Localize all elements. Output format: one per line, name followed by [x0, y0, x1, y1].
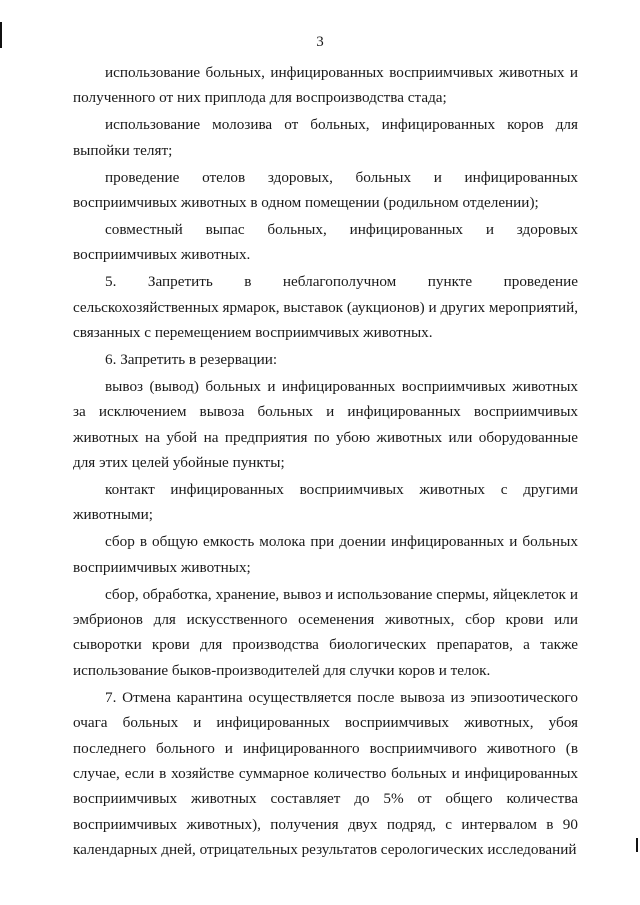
paragraph-4: совместный выпас больных, инфицированных и здоровых восприимчивых животных.: [73, 220, 578, 264]
paragraph-9: сбор в общую емкость молока при доении инфицированных и больных восприимчивых животных;: [73, 533, 578, 576]
paragraph-5: 5. Запретить в неблагополучном пункте проведение сельскохозяйственных ярмарок, выставок (аукционов) и других мероприятий, связанных с перемещением восприимчивых животных.: [73, 273, 578, 342]
paragraph-6: 6. Запретить в резервации:: [105, 350, 278, 368]
paragraph-1: использование больных, инфицированных восприимчивых животных и полученного от них приплода для воспроизводства стада;: [73, 64, 578, 107]
paragraph-2: использование молозива от больных, инфицированных коров для выпойки телят;: [73, 116, 578, 159]
document-body: [73, 60, 578, 863]
paragraph-3: проведение отелов здоровых, больных и инфицированных восприимчивых животных в одном помещении (родильном отделении);: [73, 168, 578, 212]
paragraph-10: сбор, обработка, хранение, вывоз и использование спермы, яйцеклеток и эмбрионов для искусственного осеменения животных, сбор крови или сыворотки крови для производства биологических препаратов, а также использование быков-производителей для случки коров и телок.: [73, 585, 578, 679]
paragraph-8: контакт инфицированных восприимчивых животных с другими животными;: [73, 481, 578, 524]
paragraph-11: 7. Отмена карантина осуществляется после вывоза из эпизоотического очага больных и инфицированных восприимчивых животных, убоя последнего больного и инфицированного восприимчивого животного (в случае, если в хозяйстве суммарное количество больных и инфицированных восприимчивых животных составляет до 5% от общего количества восприимчивых животных), получения двух подряд, с интервалом в 90 календарных дней, отрицательных результатов серологических исследований: [73, 688, 578, 859]
scan-edge-mark-right: [636, 838, 638, 852]
paragraph-7: вывоз (вывод) больных и инфицированных восприимчивых животных за исключением вывоза больных и инфицированных восприимчивых животных на убой на предприятия по убою животных или оборудованные для этих целей убойные пункты;: [73, 377, 578, 472]
page-number: 3: [316, 34, 324, 50]
